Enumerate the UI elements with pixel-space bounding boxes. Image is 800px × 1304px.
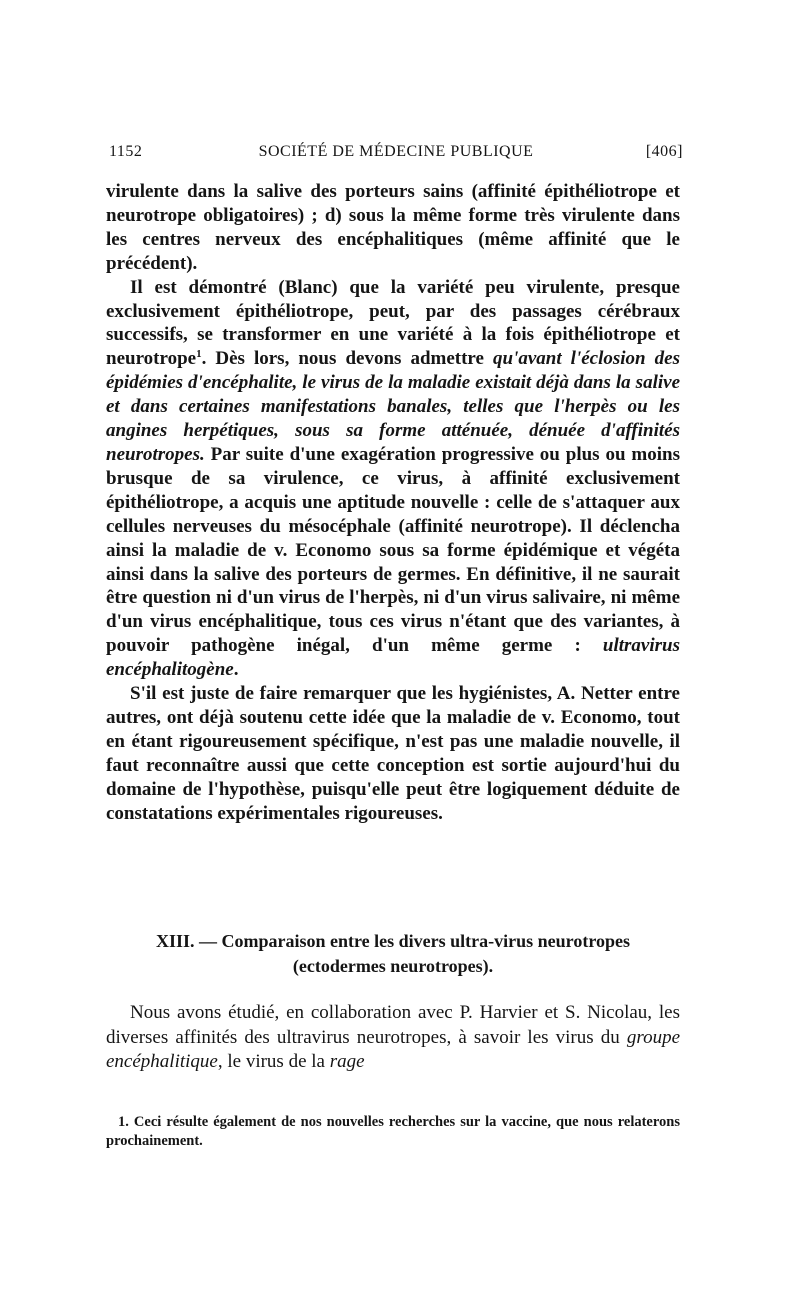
paragraph-text: . Dès lors, nous devons admettre [201, 348, 493, 370]
main-text [106, 180, 680, 825]
running-header [109, 143, 683, 169]
footnote-text: 1. Ceci résulte également de nos nouvelles recherches sur la vaccine, que nous relaterons prochainement. [106, 1114, 680, 1149]
italic-term: rage [329, 1051, 365, 1072]
running-title: SOCIÉTÉ DE MÉDECINE PUBLIQUE [258, 143, 534, 160]
section-text [106, 1001, 680, 1075]
italic-passage: qu'avant l'éclosion des épidémies d'encéphalite, le virus de la maladie existait déjà dans la salive et dans certaines manifestations banales, telles que l'herpès ou les angines herpétiques, sous sa forme atténuée, dénuée d'affinités neurotropes. [106, 348, 680, 465]
footnote-reference[interactable]: 1 [196, 348, 202, 361]
section-heading-line: XIII. — Comparaison entre les divers ultra-virus neurotropes [156, 931, 630, 951]
paragraph-blanc [106, 276, 680, 682]
footnote [106, 1113, 680, 1151]
section-paragraph [106, 1001, 680, 1075]
paragraph-text: , le virus de la [217, 1051, 330, 1072]
paragraph-text: Nous avons étudié, en collaboration avec P. Harvier et S. Nicolau, les diverses affinités des ultravirus neurotropes, à savoir les virus du [106, 1002, 680, 1048]
paragraph-text: Il est démontré (Blanc) que la variété peu virulente, presque exclusivement épithéliotrope, peut, par des passages cérébraux successifs, se transformer en une variété à la fois épithéliotrope et neurotrope [106, 276, 680, 370]
paragraph-text: Par suite d'une exagération progressive ou plus ou moins brusque de sa virulence, ce virus, à affinité exclusivement épithéliotrope, a acquis une aptitude nouvelle : celle de s'attaquer aux cellules nerveuses du mésocéphale (affinité neurotrope). Il déclencha ainsi la maladie de v. Economo sous sa forme épidémique et végéta ainsi dans la salive des porteurs de germes. En définitive, il ne saurait être question ni d'un virus de l'herpès, ni d'un virus salivaire, ni même d'un virus encéphalitique, tous ces virus n'étant que des variantes, à pouvoir pathogène inégal, d'un même germe : [106, 443, 680, 657]
paragraph-text: . [233, 659, 239, 681]
section-heading-line: (ectodermes neurotropes). [292, 956, 494, 976]
paragraph-netter: S'il est juste de faire remarquer que les hygiénistes, A. Netter entre autres, ont déjà soutenu cette idée que la maladie de v. Economo, tout en étant rigoureusement spécifique, n'est pas une maladie nouvelle, il faut reconnaître aussi que cette conception est sortie aujourd'hui du domaine de l'hypothèse, puisqu'elle peut être logiquement déduite de constatations expérimentales rigoureuses. [106, 683, 680, 824]
italic-term: ultravirus encéphalitogène [106, 635, 680, 681]
italic-term: groupe encéphalitique [106, 1026, 680, 1072]
page-number: 1152 [109, 143, 143, 160]
paragraph-continuation: virulente dans la salive des porteurs sains (affinité épithéliotrope et neurotrope obligatoires) ; d) sous la même forme très virulente dans les centres nerveux des encéphalitiques (même affinité que le précédent). [106, 181, 680, 274]
page-reference: [406] [645, 143, 683, 160]
section-heading [106, 929, 680, 979]
